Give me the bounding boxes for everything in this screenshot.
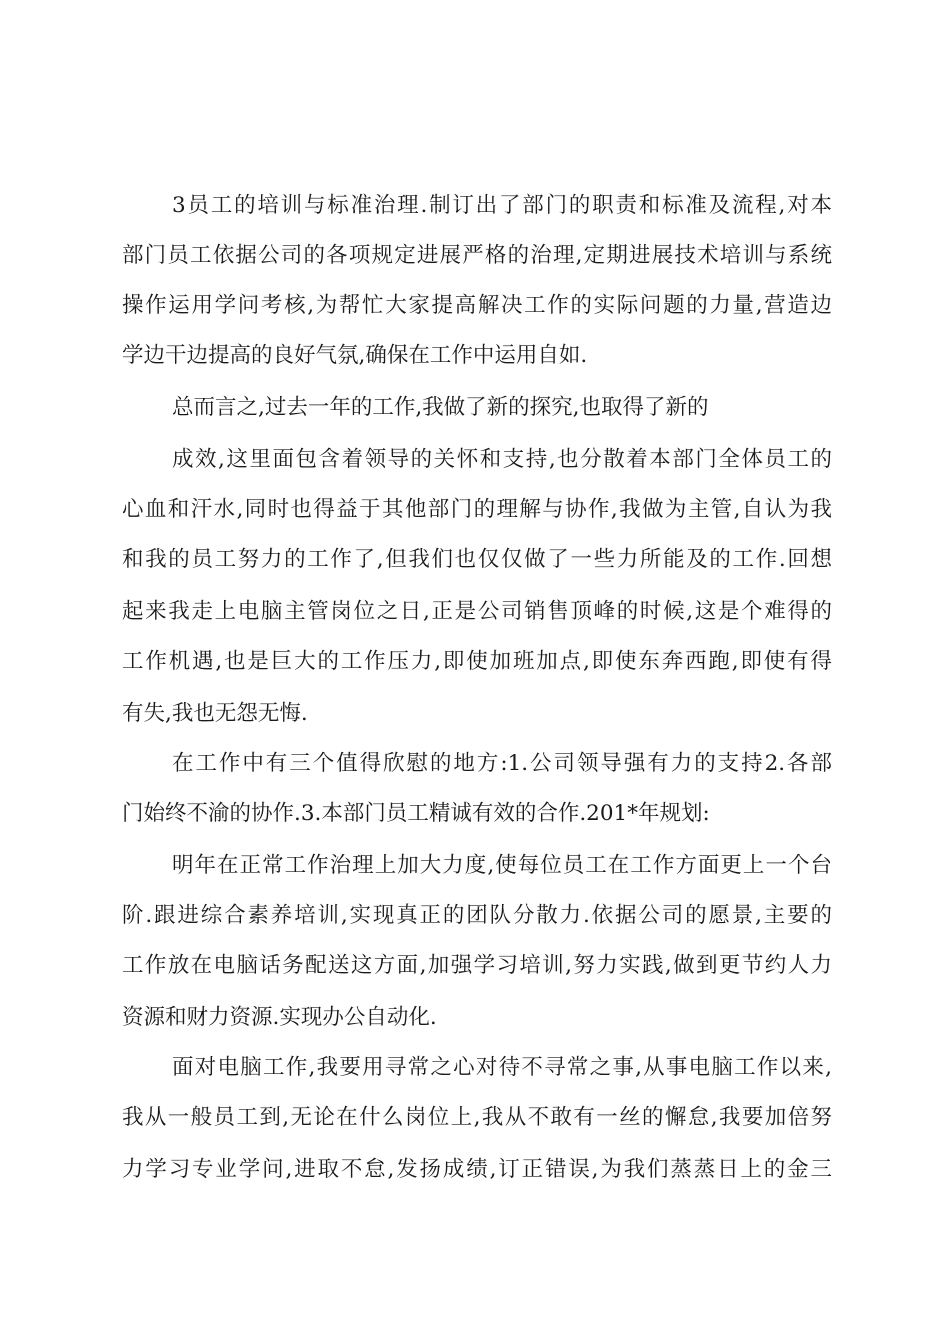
paragraph-line: 总而言之,过去一年的工作,我做了新的探究,也取得了新的 [172, 395, 709, 420]
paragraph-line: 明年在正常工作治理上加大力度,使每位员工在工作方面更上一个台 [172, 853, 832, 878]
paragraph-line: 起来我走上电脑主管岗位之日,正是公司销售顶峰的时候,这是个难得的 [122, 599, 832, 624]
paragraph-line: 学边干边提高的良好气氛,确保在工作中运用自如. [122, 343, 588, 368]
paragraph-line: 面对电脑工作,我要用寻常之心对待不寻常之事,从事电脑工作以来, [172, 1055, 832, 1080]
paragraph-line: 心血和汗水,同时也得益于其他部门的理解与协作,我做为主管,自认为我 [122, 497, 832, 522]
paragraph-line: 成效,这里面包含着领导的关怀和支持,也分散着本部门全体员工的 [172, 447, 832, 472]
paragraph-line: 门始终不渝的协作.3.本部门员工精诚有效的合作.201*年规划: [122, 801, 710, 826]
paragraph-line: 操作运用学问考核,为帮忙大家提高解决工作的实际问题的力量,营造边 [122, 293, 832, 318]
paragraph-line: 部门员工依据公司的各项规定进展严格的治理,定期进展技术培训与系统 [122, 243, 832, 268]
paragraph-line: 有失,我也无怨无悔. [122, 701, 308, 726]
paragraph-line: 工作放在电脑话务配送这方面,加强学习培训,努力实践,做到更节约人力 [122, 953, 832, 978]
paragraph-line: 工作机遇,也是巨大的工作压力,即使加班加点,即使东奔西跑,即使有得 [122, 649, 832, 674]
paragraph-line: 在工作中有三个值得欣慰的地方:1.公司领导强有力的支持2.各部 [172, 751, 832, 776]
paragraph-line: 和我的员工努力的工作了,但我们也仅仅做了一些力所能及的工作.回想 [122, 547, 832, 572]
paragraph-line: 阶.跟进综合素养培训,实现真正的团队分散力.依据公司的愿景,主要的 [122, 903, 832, 928]
paragraph-line: 力学习专业学问,进取不怠,发扬成绩,订正错误,为我们蒸蒸日上的金三 [122, 1157, 832, 1182]
paragraph-line: 资源和财力资源.实现办公自动化. [122, 1005, 437, 1030]
paragraph-line: 3员工的培训与标准治理.制订出了部门的职责和标准及流程,对本 [172, 193, 832, 218]
paragraph-line: 我从一般员工到,无论在什么岗位上,我从不敢有一丝的懈怠,我要加倍努 [122, 1105, 832, 1130]
